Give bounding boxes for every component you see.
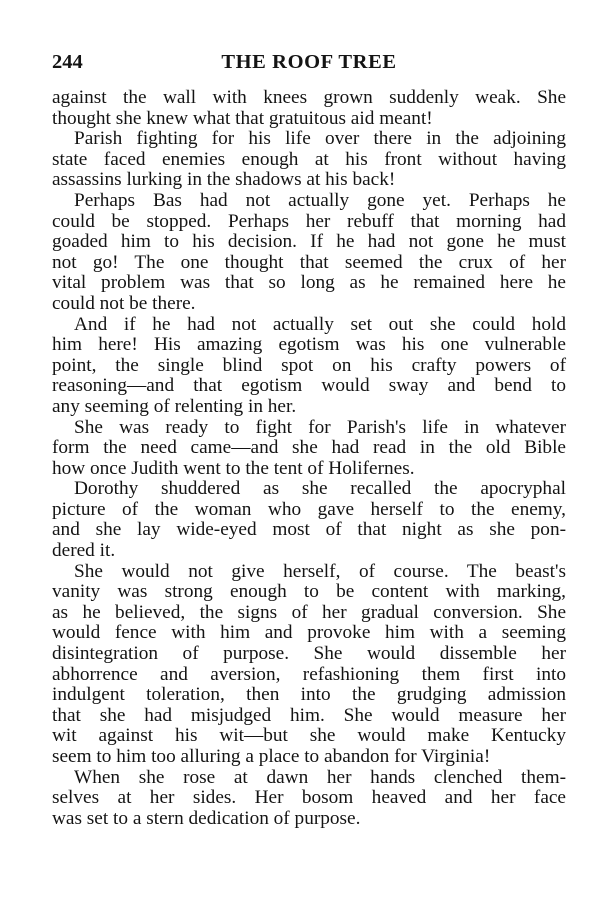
text-line: disintegration of purpose. She would dissemble her bbox=[52, 643, 566, 665]
text-line: abhorrence and aversion, refashioning them first into bbox=[52, 663, 566, 685]
text-line: seem to him too alluring a place to abandon for Virginia! bbox=[52, 746, 491, 767]
text-line: picture of the woman who gave herself to the enemy, bbox=[52, 498, 566, 520]
text-line: She was ready to fight for Parish's life in whatever bbox=[74, 416, 566, 438]
paragraph bbox=[52, 88, 566, 129]
paragraph bbox=[52, 768, 566, 830]
text-line: vital problem was that so long as he remained here he bbox=[52, 272, 566, 294]
page-header bbox=[52, 47, 566, 77]
text-line: him here! His amazing egotism was his one vulnerable bbox=[52, 334, 566, 356]
text-line: state faced enemies enough at his front without having bbox=[52, 148, 566, 170]
text-line: could not be there. bbox=[52, 292, 196, 314]
paragraph bbox=[52, 191, 566, 315]
running-head-title: THE ROOF TREE bbox=[221, 51, 397, 73]
text-line: And if he had not actually set out she could hold bbox=[74, 313, 566, 335]
body-text bbox=[52, 88, 566, 829]
text-line: and she lay wide-eyed most of that night as she pon- bbox=[52, 519, 566, 541]
text-line: against the wall with knees grown suddenly weak. She bbox=[52, 87, 566, 108]
text-line: Perhaps Bas had not actually gone yet. Perhaps he bbox=[74, 189, 566, 211]
text-line: goaded him to his decision. If he had not gone he must bbox=[52, 231, 566, 253]
text-line: She would not give herself, of course. The beast's bbox=[74, 560, 566, 582]
text-line: indulgent toleration, then into the grudging admission bbox=[52, 684, 566, 706]
text-line: selves at her sides. Her bosom heaved and her face bbox=[52, 787, 566, 809]
text-line: was set to a stern dedication of purpose. bbox=[52, 807, 361, 829]
text-line: as he believed, the signs of her gradual conversion. She bbox=[52, 601, 566, 623]
text-line: assassins lurking in the shadows at his back! bbox=[52, 169, 396, 191]
text-line: form the need came—and she had read in the old Bible bbox=[52, 437, 566, 459]
text-line: point, the single blind spot on his crafty powers of bbox=[52, 354, 566, 376]
text-line: When she rose at dawn her hands clenched them- bbox=[74, 766, 566, 788]
text-line: any seeming of relenting in her. bbox=[52, 395, 297, 417]
text-line: Dorothy shuddered as she recalled the apocryphal bbox=[74, 478, 566, 500]
text-line: reasoning—and that egotism would sway and bend to bbox=[52, 375, 566, 397]
paragraph bbox=[52, 562, 566, 768]
text-line: that she had misjudged him. She would measure her bbox=[52, 704, 566, 726]
page-number: 244 bbox=[52, 51, 83, 73]
paragraph bbox=[52, 315, 566, 418]
text-line: vanity was strong enough to be content with marking, bbox=[52, 581, 566, 603]
text-line: not go! The one thought that seemed the crux of her bbox=[52, 251, 566, 273]
text-line: Parish fighting for his life over there in the adjoining bbox=[74, 128, 566, 150]
paragraph bbox=[52, 418, 566, 480]
paragraph bbox=[52, 129, 566, 191]
text-line: thought she knew what that gratuitous aid meant! bbox=[52, 107, 433, 129]
text-line: dered it. bbox=[52, 540, 116, 562]
text-line: wit against his wit—but she would make Kentucky bbox=[52, 725, 566, 747]
paragraph bbox=[52, 479, 566, 561]
text-line: would fence with him and provoke him with a seeming bbox=[52, 622, 566, 644]
text-line: how once Judith went to the tent of Holifernes. bbox=[52, 457, 415, 479]
text-line: could be stopped. Perhaps her rebuff that morning had bbox=[52, 210, 566, 232]
